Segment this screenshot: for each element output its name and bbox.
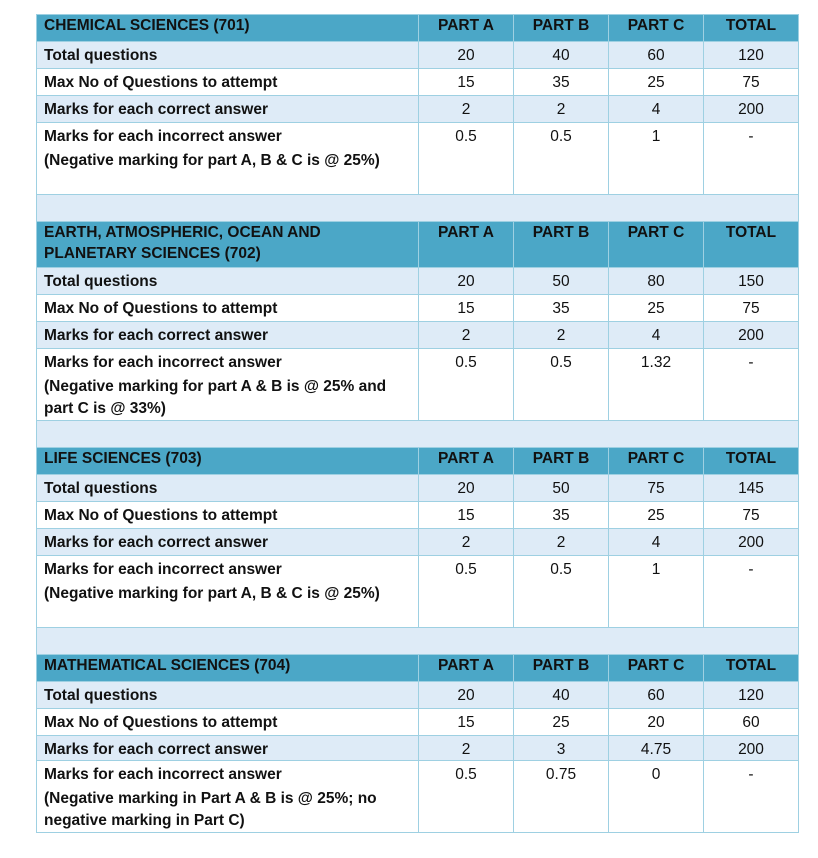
table-row	[37, 736, 799, 761]
table-row	[37, 295, 799, 322]
value-cell: 15	[419, 295, 514, 322]
column-header: PART B	[514, 448, 609, 475]
section-spacer-row	[37, 195, 799, 222]
column-header: PART A	[419, 15, 514, 42]
table-row	[37, 96, 799, 123]
row-label: Marks for each correct answer	[44, 101, 268, 118]
value-cell: 50	[514, 475, 609, 502]
section-spacer	[37, 195, 799, 222]
table-row	[37, 709, 799, 736]
row-label: Total questions	[44, 273, 158, 290]
value-cell: 2	[419, 96, 514, 123]
row-label-cell	[37, 736, 419, 761]
column-header: PART B	[514, 15, 609, 42]
row-note: (Negative marking in Part A & B is @ 25%; no negative marking in Part C)	[44, 790, 377, 829]
value-cell: 20	[609, 709, 704, 736]
row-label: Marks for each incorrect answer	[44, 354, 282, 371]
value-cell: 4	[609, 96, 704, 123]
value-cell: 0.5	[419, 349, 514, 421]
column-header: PART A	[419, 448, 514, 475]
value-cell: 4.75	[609, 736, 704, 761]
table-row	[37, 475, 799, 502]
value-cell: 75	[704, 502, 799, 529]
value-cell: 1	[609, 556, 704, 628]
value-cell: -	[704, 556, 799, 628]
value-cell: 200	[704, 322, 799, 349]
column-header: TOTAL	[704, 222, 799, 268]
value-cell: 120	[704, 682, 799, 709]
value-cell: -	[704, 123, 799, 195]
value-cell: 25	[609, 295, 704, 322]
column-header: TOTAL	[704, 655, 799, 682]
value-cell: 0.5	[514, 123, 609, 195]
value-cell: 15	[419, 502, 514, 529]
value-cell: 35	[514, 69, 609, 96]
row-label: Marks for each incorrect answer	[44, 128, 282, 145]
section-spacer	[37, 421, 799, 448]
section-header-row	[37, 655, 799, 682]
row-label: Max No of Questions to attempt	[44, 507, 278, 524]
value-cell: 200	[704, 529, 799, 556]
row-label-cell	[37, 529, 419, 556]
value-cell: 0.5	[514, 556, 609, 628]
row-label-cell	[37, 349, 419, 421]
table-row	[37, 682, 799, 709]
column-header: PART B	[514, 655, 609, 682]
section-title: MATHEMATICAL SCIENCES (704)	[37, 655, 419, 682]
section-spacer	[37, 628, 799, 655]
row-label: Marks for each correct answer	[44, 327, 268, 344]
value-cell: 25	[609, 502, 704, 529]
value-cell: 20	[419, 42, 514, 69]
value-cell: 2	[514, 322, 609, 349]
value-cell: 4	[609, 322, 704, 349]
value-cell: 2	[419, 736, 514, 761]
column-header: PART C	[609, 448, 704, 475]
column-header: PART C	[609, 222, 704, 268]
value-cell: 75	[704, 295, 799, 322]
value-cell: 25	[609, 69, 704, 96]
value-cell: 80	[609, 268, 704, 295]
row-label-cell	[37, 682, 419, 709]
row-label-cell	[37, 502, 419, 529]
value-cell: 20	[419, 268, 514, 295]
table-row	[37, 69, 799, 96]
value-cell: 2	[514, 96, 609, 123]
table-row	[37, 502, 799, 529]
row-label-cell	[37, 123, 419, 195]
row-note: (Negative marking for part A & B is @ 25% and part C is @ 33%)	[44, 378, 387, 417]
value-cell: 2	[514, 529, 609, 556]
row-label: Max No of Questions to attempt	[44, 74, 278, 91]
row-note: (Negative marking for part A, B & C is @ 25%)	[44, 585, 380, 602]
section-header-row	[37, 448, 799, 475]
column-header: PART A	[419, 655, 514, 682]
table-row	[37, 42, 799, 69]
value-cell: 20	[419, 475, 514, 502]
value-cell: 120	[704, 42, 799, 69]
column-header: PART B	[514, 222, 609, 268]
row-label: Marks for each correct answer	[44, 741, 268, 758]
value-cell: 2	[419, 322, 514, 349]
column-header: PART C	[609, 655, 704, 682]
value-cell: 200	[704, 736, 799, 761]
value-cell: 15	[419, 69, 514, 96]
table-row	[37, 123, 799, 195]
column-header: TOTAL	[704, 448, 799, 475]
row-label-cell	[37, 556, 419, 628]
value-cell: 0.75	[514, 761, 609, 833]
marking-scheme-body	[37, 15, 799, 833]
value-cell: -	[704, 761, 799, 833]
value-cell: 0.5	[514, 349, 609, 421]
value-cell: 15	[419, 709, 514, 736]
value-cell: 3	[514, 736, 609, 761]
table-row	[37, 268, 799, 295]
row-label-cell	[37, 761, 419, 833]
section-title: LIFE SCIENCES (703)	[37, 448, 419, 475]
value-cell: 1	[609, 123, 704, 195]
value-cell: 75	[704, 69, 799, 96]
value-cell: 35	[514, 502, 609, 529]
value-cell: 150	[704, 268, 799, 295]
value-cell: 60	[609, 682, 704, 709]
value-cell: 25	[514, 709, 609, 736]
column-header: PART A	[419, 222, 514, 268]
value-cell: 40	[514, 682, 609, 709]
value-cell: 0.5	[419, 556, 514, 628]
row-label: Marks for each incorrect answer	[44, 766, 282, 783]
value-cell: 60	[609, 42, 704, 69]
section-header-row	[37, 222, 799, 268]
value-cell: 75	[609, 475, 704, 502]
row-note: (Negative marking for part A, B & C is @ 25%)	[44, 152, 380, 169]
column-header: PART C	[609, 15, 704, 42]
section-header-row	[37, 15, 799, 42]
value-cell: 1.32	[609, 349, 704, 421]
value-cell: 145	[704, 475, 799, 502]
value-cell: 0	[609, 761, 704, 833]
row-label-cell	[37, 295, 419, 322]
value-cell: -	[704, 349, 799, 421]
value-cell: 50	[514, 268, 609, 295]
section-title: EARTH, ATMOSPHERIC, OCEAN AND PLANETARY SCIENCES (702)	[37, 222, 419, 268]
value-cell: 35	[514, 295, 609, 322]
table-row	[37, 322, 799, 349]
table-row	[37, 761, 799, 833]
row-label: Marks for each correct answer	[44, 534, 268, 551]
marking-scheme-table	[36, 14, 799, 833]
row-label: Marks for each incorrect answer	[44, 561, 282, 578]
section-spacer-row	[37, 628, 799, 655]
value-cell: 200	[704, 96, 799, 123]
row-label-cell	[37, 475, 419, 502]
value-cell: 60	[704, 709, 799, 736]
row-label-cell	[37, 709, 419, 736]
value-cell: 40	[514, 42, 609, 69]
value-cell: 0.5	[419, 123, 514, 195]
table-row	[37, 349, 799, 421]
row-label: Total questions	[44, 47, 158, 64]
column-header: TOTAL	[704, 15, 799, 42]
row-label: Max No of Questions to attempt	[44, 714, 278, 731]
table-row	[37, 529, 799, 556]
row-label-cell	[37, 69, 419, 96]
row-label-cell	[37, 322, 419, 349]
row-label-cell	[37, 96, 419, 123]
row-label-cell	[37, 268, 419, 295]
section-title: CHEMICAL SCIENCES (701)	[37, 15, 419, 42]
value-cell: 20	[419, 682, 514, 709]
value-cell: 0.5	[419, 761, 514, 833]
row-label: Total questions	[44, 480, 158, 497]
row-label: Total questions	[44, 687, 158, 704]
table-row	[37, 556, 799, 628]
row-label-cell	[37, 42, 419, 69]
section-spacer-row	[37, 421, 799, 448]
value-cell: 2	[419, 529, 514, 556]
value-cell: 4	[609, 529, 704, 556]
row-label: Max No of Questions to attempt	[44, 300, 278, 317]
